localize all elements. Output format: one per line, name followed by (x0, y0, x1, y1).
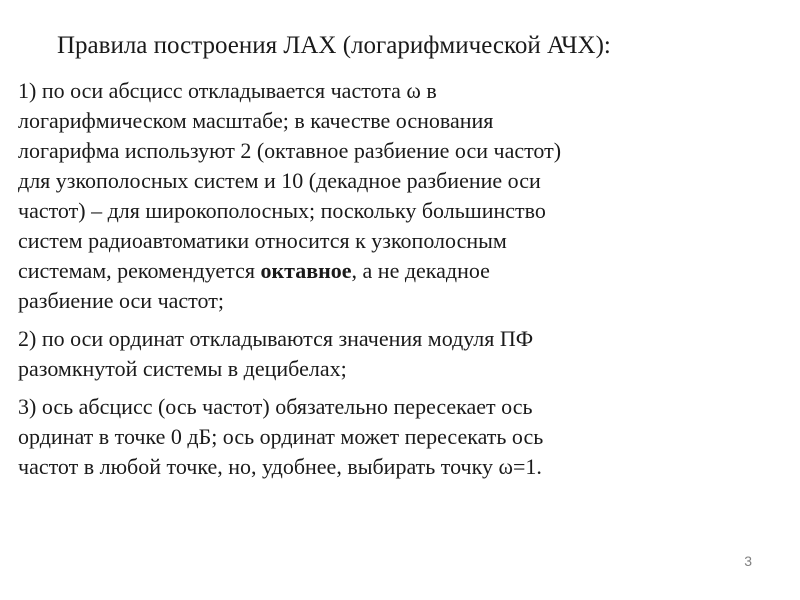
rule-2-line-1: 2) по оси ординат откладываются значения модуля ПФ (18, 326, 534, 351)
rule-1-line-6: систем радиоавтоматики относится к узкополосным (18, 228, 507, 253)
rule-3-line-2: ординат в точке 0 дБ; ось ординат может пересекать ось (18, 424, 544, 449)
rule-1-line-8: разбиение оси частот; (18, 288, 224, 313)
rule-1-line-7 (18, 256, 778, 286)
rules-list (18, 76, 778, 490)
rule-3-line-1: 3) ось абсцисс (ось частот) обязательно пересекает ось (18, 394, 533, 419)
rule-1-line-5: частот) – для широкополосных; поскольку большинство (18, 198, 546, 223)
rule-3-line-3: частот в любой точке, но, удобнее, выбирать точку ω=1. (18, 454, 542, 479)
rule-1-line-4: для узкополосных систем и 10 (декадное разбиение оси (18, 168, 541, 193)
rule-1-line-1: 1) по оси абсцисс откладывается частота ω в (18, 78, 437, 103)
rule-1-line-7-after: , а не декадное (351, 258, 490, 283)
rule-2 (18, 324, 778, 384)
rule-1 (18, 76, 778, 316)
rule-1-line-2: логарифмическом масштабе; в качестве основания (18, 108, 494, 133)
emphasized-term: октавное (260, 258, 352, 283)
slide-title: Правила построения ЛАХ (логарифмической АЧХ): (57, 32, 611, 59)
rule-1-line-7-before: системам, рекомендуется (18, 258, 261, 283)
rule-2-line-2: разомкнутой системы в децибелах; (18, 356, 347, 381)
rule-3 (18, 392, 778, 482)
rule-1-line-3: логарифма используют 2 (октавное разбиение оси частот) (18, 138, 562, 163)
slide-number: 3 (744, 553, 752, 569)
